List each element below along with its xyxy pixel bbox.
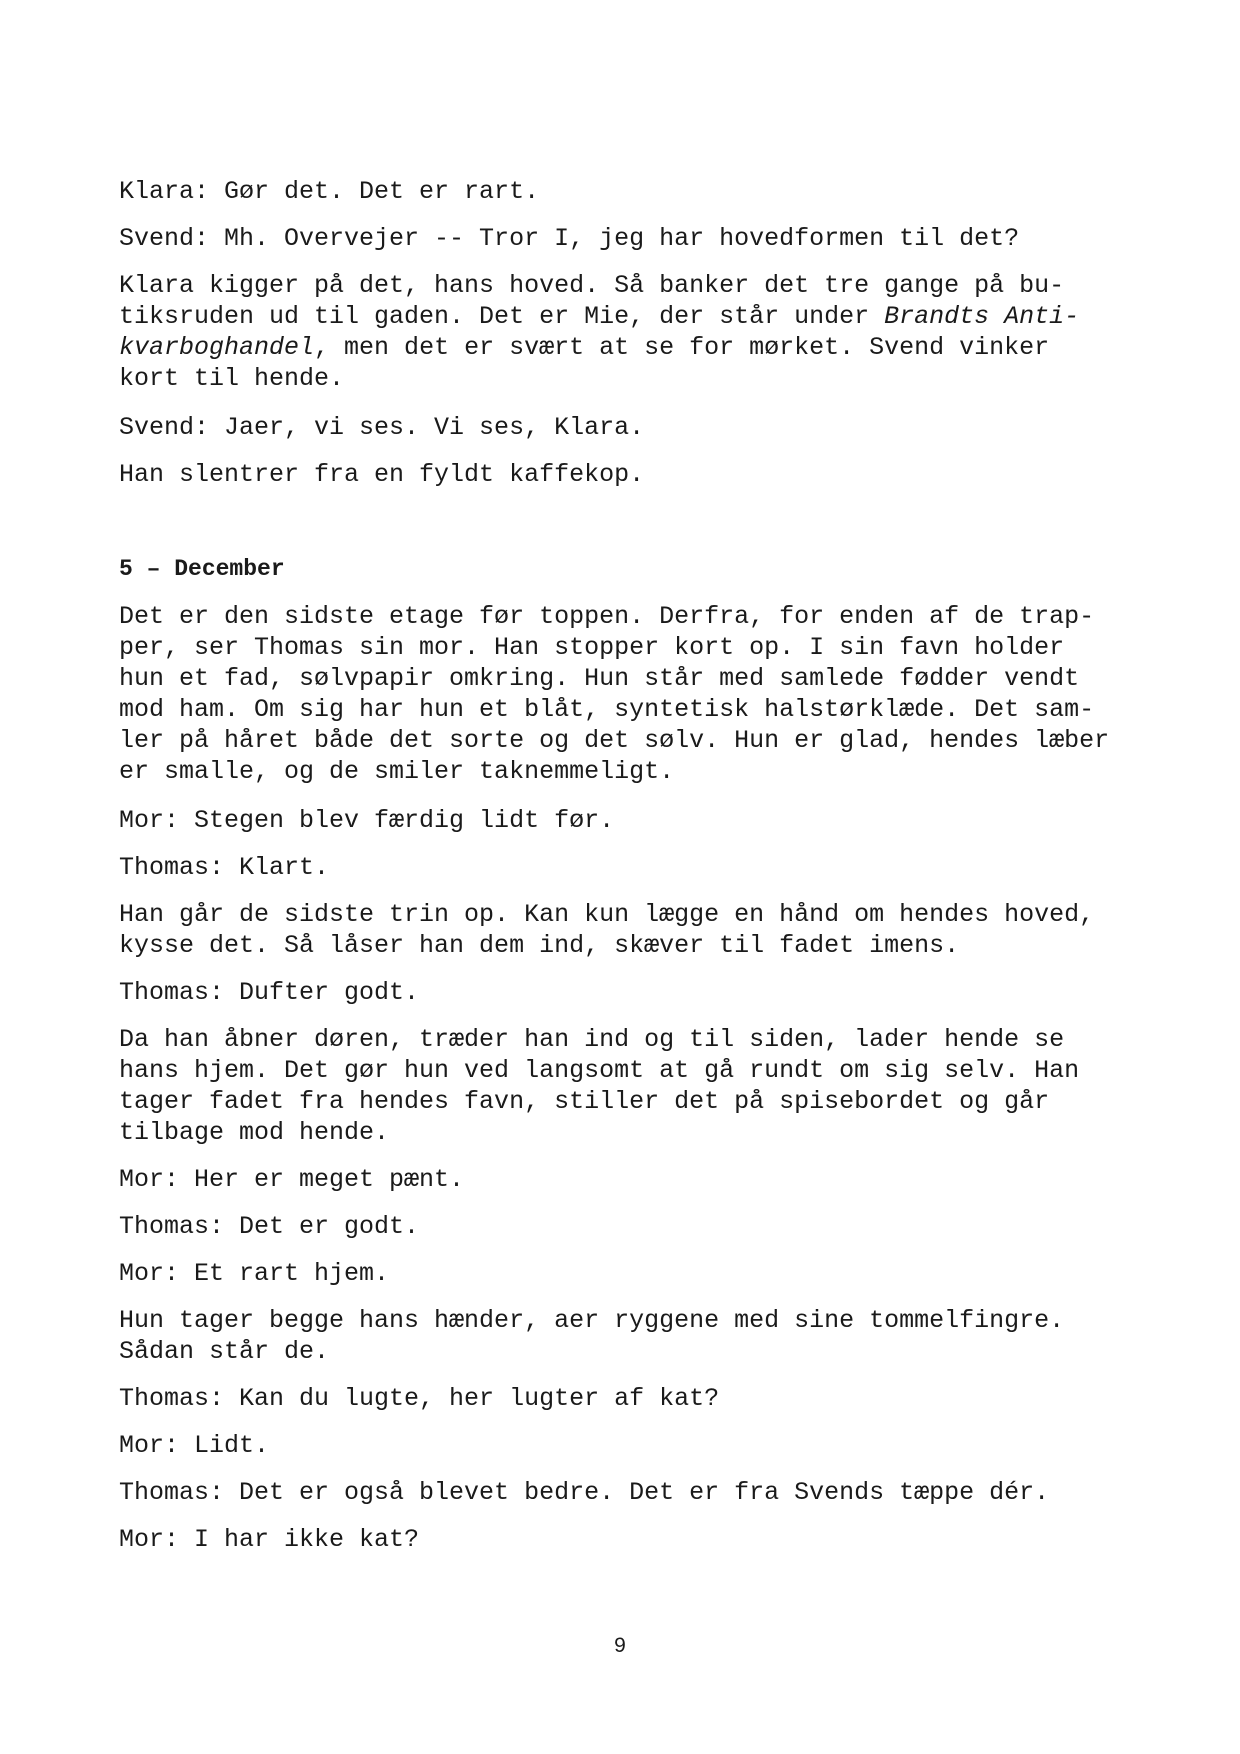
line: Han går de sidste trin op. Kan kun lægge en hånd om hendes hoved, <box>119 900 1095 929</box>
paragraph-thomas-steps <box>119 899 1129 961</box>
italic-shop-name: Brandts Anti- <box>884 302 1080 331</box>
line: , men det er svært at se for mørket. Svend vinker <box>314 333 1050 362</box>
paragraph-door-opens <box>119 1024 1129 1148</box>
page-number: 9 <box>614 1634 626 1657</box>
line: Sådan står de. <box>119 1337 330 1366</box>
paragraph-mor-steak: Mor: Stegen blev færdig lidt før. <box>119 806 615 835</box>
line: tiksruden ud til gaden. Det er Mie, der står under <box>119 302 885 331</box>
line: tilbage mod hende. <box>119 1118 390 1147</box>
line: mod ham. Om sig har hun et blåt, syntetisk halstørklæde. Det sam- <box>119 695 1095 724</box>
paragraph-thomas-klart: Thomas: Klart. <box>119 853 330 882</box>
line: per, ser Thomas sin mor. Han stopper kort op. I sin favn holder <box>119 633 1065 662</box>
line: Klara kigger på det, hans hoved. Så banker det tre gange på bu- <box>119 271 1065 300</box>
line: Hun tager begge hans hænder, aer ryggene med sine tommelfingre. <box>119 1306 1065 1335</box>
paragraph-hands <box>119 1305 1129 1367</box>
line: hun et fad, sølvpapir omkring. Hun står med samlede fødder vendt <box>119 664 1080 693</box>
paragraph-mor-little: Mor: Lidt. <box>119 1431 270 1460</box>
line: er smalle, og de smiler taknemmeligt. <box>119 757 675 786</box>
line: Det er den sidste etage før toppen. Derfra, for enden af de trap- <box>119 602 1095 631</box>
paragraph-klara-action <box>119 270 1129 394</box>
paragraph-mor-nice: Mor: Her er meget pænt. <box>119 1165 465 1194</box>
paragraph-thomas-smells: Thomas: Dufter godt. <box>119 978 420 1007</box>
paragraph-svend-goodbye: Svend: Jaer, vi ses. Vi ses, Klara. <box>119 413 645 442</box>
paragraph-svend-line: Svend: Mh. Overvejer -- Tror I, jeg har hovedformen til det? <box>119 224 1020 253</box>
paragraph-klara-line: Klara: Gør det. Det er rart. <box>119 177 540 206</box>
line: Da han åbner døren, træder han ind og til siden, lader hende se <box>119 1025 1065 1054</box>
line: ler på håret både det sorte og det sølv. Hun er glad, hendes læber <box>119 726 1110 755</box>
paragraph-mor-no-cat: Mor: I har ikke kat? <box>119 1525 420 1554</box>
paragraph-thomas-good: Thomas: Det er godt. <box>119 1212 420 1241</box>
line: kysse det. Så låser han dem ind, skæver til fadet imens. <box>119 931 960 960</box>
paragraph-thomas-cat: Thomas: Kan du lugte, her lugter af kat? <box>119 1384 720 1413</box>
line: hans hjem. Det gør hun ved langsomt at gå rundt om sig selv. Han <box>119 1056 1080 1085</box>
line: tager fadet fra hendes favn, stiller det på spisebordet og går <box>119 1087 1050 1116</box>
line: kort til hende. <box>119 364 345 393</box>
italic-shop-name: kvarboghandel <box>119 333 315 362</box>
section-heading: 5 – December <box>119 556 285 582</box>
paragraph-thomas-carpet: Thomas: Det er også blevet bedre. Det er fra Svends tæppe dér. <box>119 1478 1050 1507</box>
paragraph-stairs-description <box>119 601 1129 787</box>
paragraph-mor-home: Mor: Et rart hjem. <box>119 1259 390 1288</box>
paragraph-svend-leaves: Han slentrer fra en fyldt kaffekop. <box>119 460 645 489</box>
